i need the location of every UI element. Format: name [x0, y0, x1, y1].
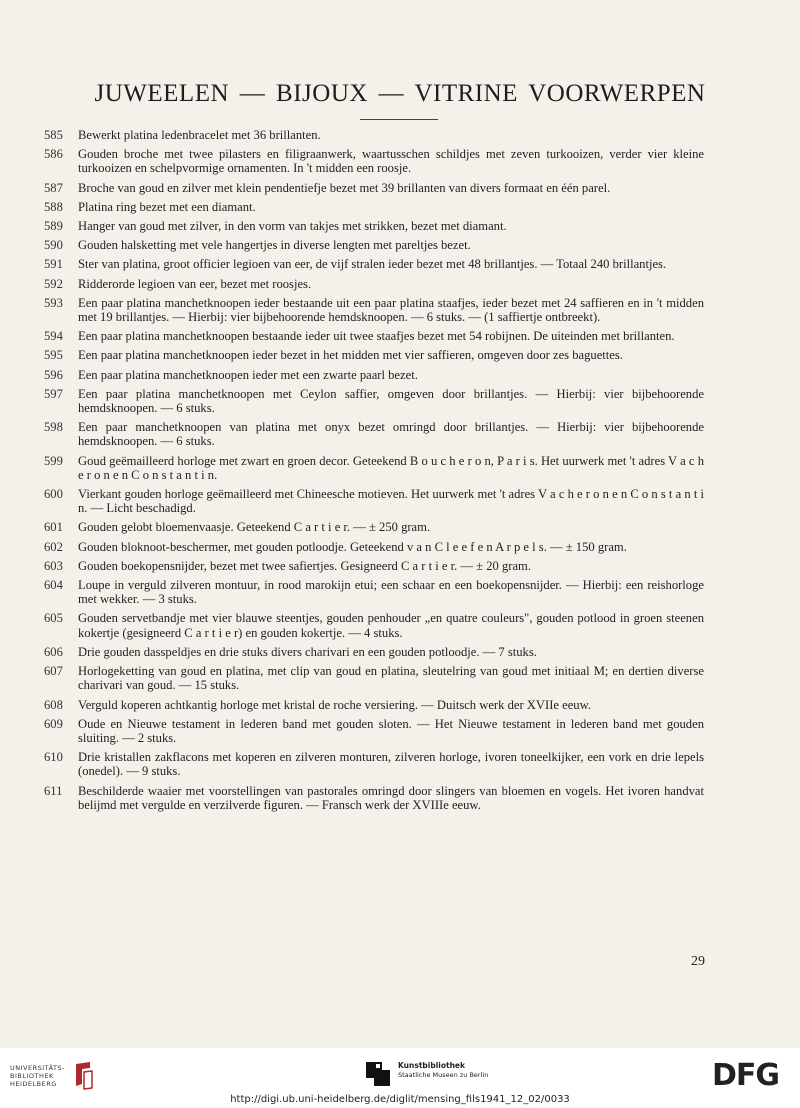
- lot-description: Een paar platina manchetknoopen met Ceylon saffier, omgeven door brillantjes. — Hierbij: vier bijbehoorende hemdsknoopen. — 6 stuks.: [78, 386, 704, 416]
- lot-item: [44, 487, 704, 515]
- lot-item: [44, 578, 704, 606]
- lot-description: Bewerkt platina ledenbracelet met 36 brillanten.: [78, 128, 321, 142]
- dfg-logo: DFG: [712, 1058, 780, 1093]
- lot-number: 588: [44, 199, 63, 214]
- lot-description: Gouden servetbandje met vier blauwe steentjes, gouden penhouder „en quatre couleurs", gouden potlood in groen steenen kokertje (gesigneerd C a r t i e r) en gouden kokertje. — 4 stuks.: [78, 611, 704, 640]
- university-logo-icon: [72, 1060, 94, 1090]
- lot-number: 592: [44, 276, 63, 291]
- lot-description: Loupe in verguld zilveren montuur, in rood marokijn etui; een schaar en een boekopensnijder. — Hierbij: een reishorloge met wekker. — 3 stuks.: [78, 578, 704, 607]
- lot-number: 594: [44, 329, 63, 344]
- title-rule: [360, 119, 438, 120]
- lot-number: 596: [44, 367, 63, 382]
- lot-item: [44, 664, 704, 692]
- lot-description: Gouden gelobt bloemenvaasje. Geteekend C a r t i e r. — ± 250 gram.: [78, 520, 431, 535]
- lot-number: 589: [44, 219, 63, 234]
- lot-number: 585: [44, 128, 63, 142]
- lot-description: Ster van platina, groot officier legioen van eer, de vijf stralen ieder bezet met 48 brillantjes. — Totaal 240 brillantjes.: [78, 257, 667, 272]
- lot-number: 587: [44, 180, 63, 195]
- lot-description: Oude en Nieuwe testament in lederen band met gouden sloten. — Het Nieuwe testament in lederen band met gouden sluiting. — 2 stuks.: [78, 716, 704, 745]
- lot-item: [44, 368, 704, 382]
- lot-description: Drie gouden dasspeldjes en drie stuks divers charivari en een gouden potloodje. — 7 stuks.: [78, 644, 537, 659]
- lot-item: [44, 784, 704, 812]
- lot-description: Gouden boekopensnijder, bezet met twee safiertjes. Gesigneerd C a r t i e r. — ± 20 gram.: [78, 558, 531, 573]
- lot-number: 606: [44, 644, 63, 659]
- lot-number: 599: [44, 453, 63, 468]
- lot-item: [44, 540, 704, 554]
- lot-item: [44, 147, 704, 175]
- lot-description: Gouden bloknoot-beschermer, met gouden potloodje. Geteekend v a n C l e e f e n A r p e l s. — ± 150 gram.: [78, 539, 627, 554]
- lot-description: Een paar manchetknoopen van platina met onyx bezet omringd door brillantjes. — Hierbij: vier bijbehoorende hemdsknoopen. — 6 stuks.: [78, 420, 704, 449]
- lot-item: [44, 181, 704, 195]
- source-url[interactable]: http://digi.ub.uni-heidelberg.de/diglit/mensing_fils1941_12_02/0033: [230, 1094, 570, 1105]
- lot-number: 603: [44, 558, 63, 573]
- lot-item: [44, 645, 704, 659]
- lot-item: [44, 750, 704, 778]
- lot-item: [44, 611, 704, 639]
- lot-number: 600: [44, 487, 63, 502]
- lot-number: 591: [44, 257, 63, 272]
- lot-item: [44, 698, 704, 712]
- lot-item: [44, 238, 704, 252]
- lot-number: 593: [44, 295, 63, 310]
- lot-item: [44, 348, 704, 362]
- lot-item: [44, 219, 704, 233]
- lot-description: Gouden halsketting met vele hangertjes in diverse lengten met pareltjes bezet.: [78, 238, 471, 253]
- lot-list: [44, 128, 704, 817]
- lot-description: Een paar platina manchetknoopen ieder met een zwarte paarl bezet.: [78, 367, 418, 382]
- lot-description: Goud geëmailleerd horloge met zwart en groen decor. Geteekend B o u c h e r o n, P a r i s. Het uurwerk met 't adres V a c h e r o n e n C o n s t a n t i n.: [78, 453, 704, 482]
- lot-item: [44, 387, 704, 415]
- lot-number: 605: [44, 611, 63, 626]
- page-title: JUWEELEN — BIJOUX — VITRINE VOORWERPEN: [94, 80, 706, 107]
- lot-number: 608: [44, 697, 63, 712]
- lot-description: Hanger van goud met zilver, in den vorm van takjes met strikken, bezet met diamant.: [78, 219, 507, 234]
- university-library-label: UNIVERSITÄTS- BIBLIOTHEK HEIDELBERG: [10, 1064, 65, 1088]
- lot-description: Ridderorde legioen van eer, bezet met roosjes.: [78, 276, 312, 291]
- lot-description: Een paar platina manchetknoopen ieder bestaande uit een paar platina staafjes, ieder bezet met 24 saffieren en in 't midden met 19 brillantjes. — Hierbij: vier bijbehoorende hemdsknoopen. — 6 stuks. — (1 saffiertje ontbreekt).: [78, 295, 704, 325]
- lot-number: 586: [44, 147, 63, 162]
- kunstbibliothek-logo-icon: [366, 1062, 390, 1086]
- kunstbibliothek-label: Kunstbibliothek Staatliche Museen zu Berlin: [398, 1061, 489, 1079]
- page-number: 29: [691, 954, 705, 969]
- lot-number: 609: [44, 716, 63, 731]
- lot-item: [44, 257, 704, 271]
- lot-item: [44, 520, 704, 534]
- lot-number: 601: [44, 520, 63, 535]
- lot-item: [44, 277, 704, 291]
- lot-item: [44, 128, 704, 142]
- lot-number: 602: [44, 539, 63, 554]
- lot-number: 611: [44, 783, 63, 798]
- lot-item: [44, 559, 704, 573]
- lot-item: [44, 420, 704, 448]
- lot-number: 590: [44, 238, 63, 253]
- lot-item: [44, 717, 704, 745]
- lot-number: 607: [44, 664, 63, 679]
- lot-description: Een paar platina manchetknoopen bestaande ieder uit twee staafjes bezet met 54 robijnen. De uiteinden met brillanten.: [78, 329, 675, 344]
- lot-number: 604: [44, 578, 63, 593]
- lot-number: 610: [44, 750, 63, 765]
- lot-description: Gouden broche met twee pilasters en filigraanwerk, waartusschen schildjes met zeven turkooizen, verder vier kleine turkooizen en schelpvormige ornamenten. In 't midden een roosje.: [78, 147, 704, 176]
- lot-description: Een paar platina manchetknoopen ieder bezet in het midden met vier saffieren, omgeven door zes baguettes.: [78, 348, 623, 363]
- lot-description: Drie kristallen zakflacons met koperen en zilveren monturen, zilveren horloge, ivoren toneelkijker, een vork en drie lepels (onedel). — 9 stuks.: [78, 750, 704, 779]
- lot-description: Broche van goud en zilver met klein pendentiefje bezet met 39 brillanten van divers formaat en één parel.: [78, 180, 611, 195]
- lot-number: 598: [44, 420, 63, 435]
- lot-number: 597: [44, 386, 63, 401]
- lot-description: Beschilderde waaier met voorstellingen van pastorales omringd door slingers van bloemen en vogels. Het ivoren handvat belijmd met vergulde en verzilverde figuren. — Fransch werk der XVIIIe eeuw.: [78, 783, 704, 812]
- lot-description: Horlogeketting van goud en platina, met clip van goud en platina, sleutelring van goud met initiaal M; en dertien diverse charivari van goud. — 15 stuks.: [78, 664, 704, 693]
- lot-description: Verguld koperen achtkantig horloge met kristal de roche versiering. — Duitsch werk der XVIIe eeuw.: [78, 697, 592, 712]
- lot-item: [44, 329, 704, 343]
- lot-item: [44, 454, 704, 482]
- lot-item: [44, 296, 704, 324]
- lot-number: 595: [44, 348, 63, 363]
- lot-description: Platina ring bezet met een diamant.: [78, 199, 256, 214]
- lot-item: [44, 200, 704, 214]
- lot-description: Vierkant gouden horloge geëmailleerd met Chineesche motieven. Het uurwerk met 't adres V a c h e r o n e n C o n s t a n t i n. — Licht beschadigd.: [78, 487, 704, 516]
